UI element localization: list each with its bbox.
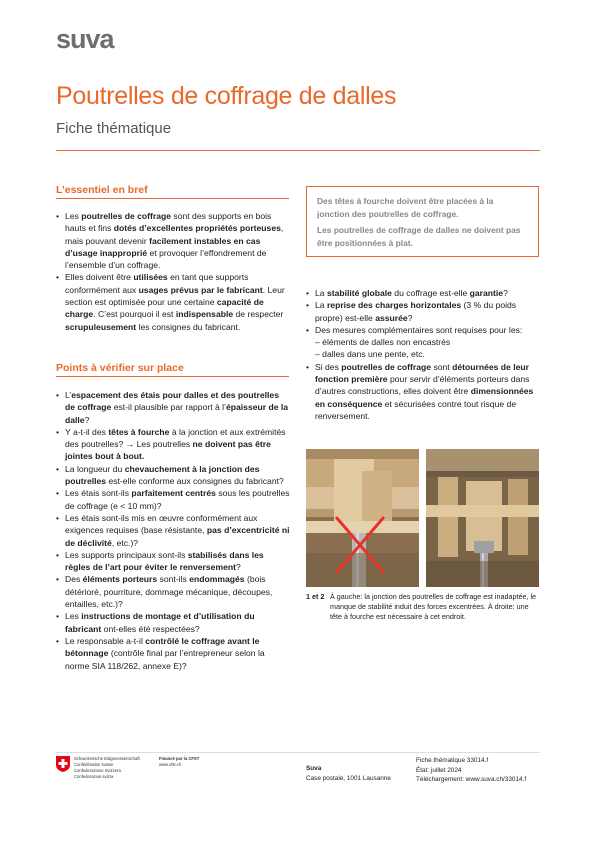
essentials-divider bbox=[56, 198, 289, 199]
caption-text: À gauche: la jonction des poutrelles de coffrage est inadaptée, le manque de stabilité induit des forces excentrées. À droite: une tête à fourche est nécessaire à cet endroit. bbox=[330, 592, 537, 621]
list-item: • Si des poutrelles de coffrage sont détournées de leur fonction première pour servir d’éléments porteurs dans d’autres constructions, elles doivent être dimensionnées en conséquence et sécurisées contre tout risque de renversement. bbox=[306, 361, 540, 422]
page-title: Poutrelles de coffrage de dalles bbox=[56, 82, 397, 110]
document-meta bbox=[416, 756, 526, 785]
essentials-list bbox=[56, 210, 290, 333]
list-item: • Des mesures complémentaires sont requises pour les: – éléments de dalles non encastrés – dalles dans une pente, etc. bbox=[306, 324, 540, 361]
list-item: • Les poutrelles de coffrage sont des supports en bois hauts et fins dotés d’excellentes propriétés porteuses, mais pouvant devenir facilement instables en cas d’usage inapproprié et provoquer l’effondrement de l’ensemble d’un coffrage. bbox=[56, 210, 290, 271]
checks-list bbox=[56, 389, 290, 672]
checks-divider bbox=[56, 376, 289, 377]
list-item: • Les étais sont-ils mis en œuvre conformément aux exigences requises (base résistante, pas d’excentricité ni de déclivité, etc.)? bbox=[56, 512, 290, 549]
funding-note bbox=[159, 756, 199, 768]
suva-logo: suva bbox=[56, 24, 114, 54]
essentials-heading: L’essentiel en bref bbox=[56, 184, 148, 196]
federal-line: Confederaziun svizra bbox=[74, 774, 114, 779]
doc-number: Fiche thématique 33014.f bbox=[416, 757, 489, 764]
photo-caption bbox=[306, 592, 539, 622]
caption-number: 1 et 2 bbox=[306, 592, 325, 601]
list-item: • Y a-t-il des têtes à fourche à la jonction et aux extrémités des poutrelles? → Les poutrelles ne doivent pas être jointes bout à bout. bbox=[56, 426, 290, 463]
list-item: • Elles doivent être utilisées en tant que supports conformément aux usages prévus par le fabricant. Leur section est optimisée pour une certaine capacité de charge. C’est pourquoi il est indispensable de respecter scrupuleusement les consignes du fabricant. bbox=[56, 271, 290, 332]
checks-heading: Points à vérifier sur place bbox=[56, 362, 184, 374]
list-item: • La reprise des charges horizontales (3 % du poids propre) est-elle assurée? bbox=[306, 299, 540, 324]
funding-label: Financé par la CFST bbox=[159, 756, 200, 761]
list-item: • Des éléments porteurs sont-ils endommagés (bois détérioré, pourriture, dommage mécanique, découpes, entailles, etc.)? bbox=[56, 573, 290, 610]
federal-line: Confédération suisse bbox=[74, 762, 114, 767]
list-item: • La stabilité globale du coffrage est-elle garantie? bbox=[306, 287, 540, 299]
key-message-box bbox=[306, 186, 539, 257]
postal-address: Case postale, 1001 Lausanne bbox=[306, 774, 391, 782]
org-name: Suva bbox=[306, 765, 322, 772]
federal-line: Confederazione Svizzera bbox=[74, 768, 121, 773]
photo-fork-head bbox=[426, 449, 539, 587]
list-item: • Les instructions de montage et d’utilisation du fabricant ont-elles été respectées? bbox=[56, 610, 290, 635]
list-item: • Les étais sont-ils parfaitement centrés sous les poutrelles de coffrage (e < 10 mm)? bbox=[56, 487, 290, 512]
swiss-cross-icon bbox=[56, 756, 70, 777]
footer-divider bbox=[56, 752, 540, 753]
callout-text: Des têtes à fourche doivent être placées à la jonction des poutrelles de coffrage. bbox=[317, 196, 494, 219]
federal-line: Schweizerische Eidgenossenschaft bbox=[74, 756, 140, 761]
photo-fork-head-image bbox=[426, 449, 539, 587]
right-list bbox=[306, 287, 540, 422]
photo-wrong-joint-image bbox=[306, 449, 419, 587]
funding-link[interactable]: www.cfst.ch bbox=[159, 762, 182, 767]
page-subtitle: Fiche thématique bbox=[56, 120, 172, 137]
list-item: • Les supports principaux sont-ils stabilisés dans les règles de l’art pour éviter le renversement? bbox=[56, 549, 290, 574]
address-block bbox=[306, 764, 391, 783]
doc-status: État: juillet 2024 bbox=[416, 766, 462, 774]
callout-text: Les poutrelles de coffrage de dalles ne doivent pas être positionnées à plat. bbox=[317, 225, 521, 248]
doc-download-link[interactable]: Téléchargement: www.suva.ch/33014.f bbox=[416, 776, 527, 783]
list-item: • La longueur du chevauchement à la jonction des poutrelles est-elle conforme aux consignes du fabricant? bbox=[56, 463, 290, 488]
federal-lines bbox=[74, 756, 140, 780]
header-divider bbox=[56, 150, 540, 151]
list-item: • L’espacement des étais pour dalles et des poutrelles de coffrage est-il plausible par rapport à l’épaisseur de la dalle? bbox=[56, 389, 290, 426]
photo-wrong-joint bbox=[306, 449, 419, 587]
list-item: • Le responsable a-t-il contrôlé le coffrage avant le bétonnage (contrôle final par l’entrepreneur selon la norme SIA 118/262, annexe E)? bbox=[56, 635, 290, 672]
